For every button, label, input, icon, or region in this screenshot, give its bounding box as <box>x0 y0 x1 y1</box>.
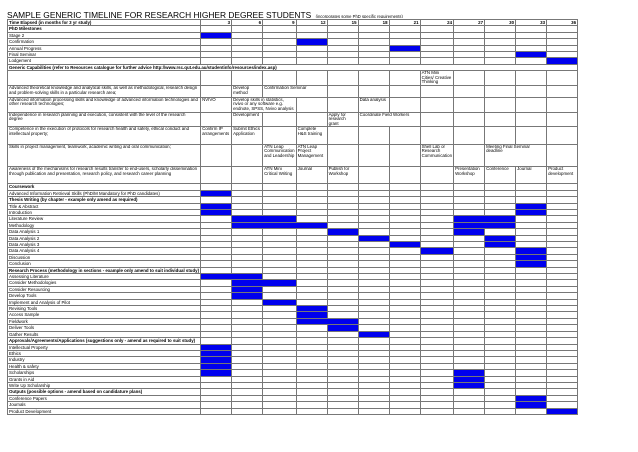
empty-cell <box>358 86 389 98</box>
empty-cell <box>516 86 547 98</box>
section-heading: Coursework <box>8 184 201 190</box>
month-header-3: 3 <box>201 20 232 26</box>
task-label: Competence in the execution of protocols for research health and safety, ethical conduct and intellectual property; <box>8 127 201 144</box>
empty-cell <box>296 71 327 86</box>
empty-cell <box>516 127 547 144</box>
task-label: Independence in research planning and execution, consistent with the level of the research degree <box>8 112 201 127</box>
empty-cell <box>201 408 232 414</box>
activity-note: Apply for research grant <box>327 112 358 127</box>
empty-cell <box>547 112 578 127</box>
empty-cell <box>327 86 358 98</box>
empty-cell <box>327 408 358 414</box>
empty-cell <box>454 97 485 112</box>
task-label: Deliver Tools <box>8 325 201 331</box>
empty-cell <box>454 112 485 127</box>
empty-cell <box>232 71 263 86</box>
sheet-subtitle: (incorporates some PhD specific requirements) <box>315 14 403 18</box>
task-label: Implement and Analysis of Pilot <box>8 299 201 305</box>
month-header-33: 33 <box>516 20 547 26</box>
task-label: Data Analysis 2 <box>8 235 201 241</box>
empty-cell <box>547 127 578 144</box>
empty-cell <box>454 86 485 98</box>
empty-cell <box>389 408 420 414</box>
empty-cell <box>263 112 297 127</box>
month-header-9: 9 <box>263 20 297 26</box>
activity-note: Product development <box>547 167 578 184</box>
task-label: Literature Review <box>8 216 201 222</box>
task-row <box>8 86 578 98</box>
empty-cell <box>389 86 420 98</box>
task-label: Stage 2 <box>8 32 201 38</box>
task-row <box>8 167 578 184</box>
empty-cell <box>296 97 327 112</box>
task-label: Conference Papers <box>8 395 201 401</box>
empty-cell <box>420 112 454 127</box>
empty-cell <box>516 408 547 414</box>
activity-note: Develop skills in statistics, nvivo or any software e.g. endnote, SPSS, Nvivo analysis <box>232 97 297 112</box>
activity-note: Shell Lab or Research Communication <box>420 144 454 167</box>
empty-cell <box>547 144 578 167</box>
task-row <box>8 408 578 414</box>
empty-cell <box>516 71 547 86</box>
task-label: Annual Progress <box>8 45 201 51</box>
empty-cell <box>327 127 358 144</box>
task-label: Introduction <box>8 209 201 215</box>
activity-note: Develop method <box>232 86 263 98</box>
empty-cell <box>296 112 327 127</box>
task-row <box>8 97 578 112</box>
task-label: Develop Tools <box>8 293 201 299</box>
task-label: Confirmation <box>8 39 201 45</box>
timeline-grid <box>7 19 578 415</box>
empty-cell <box>516 97 547 112</box>
empty-cell <box>420 408 454 414</box>
empty-cell <box>263 71 297 86</box>
empty-cell <box>327 144 358 167</box>
activity-note: Publish for Workshop <box>327 167 358 184</box>
sheet-title-bar <box>7 5 637 18</box>
month-header-36: 36 <box>547 20 578 26</box>
sheet-title: SAMPLE GENERIC TIMELINE FOR RESEARCH HIGHER DEGREE STUDENTS <box>7 10 312 18</box>
empty-cell <box>547 71 578 86</box>
empty-cell <box>389 144 420 167</box>
activity-note: Development <box>232 112 263 127</box>
month-header-21: 21 <box>389 20 420 26</box>
activity-note: ATN Leap Project Management <box>296 144 327 167</box>
activity-note: Journal <box>296 167 327 184</box>
empty-cell <box>389 97 420 112</box>
task-label: Consider Resourcing <box>8 286 201 292</box>
task-label: Advanced theoretical knowledge and analytical skills, as well as methodological, research design and problem-solving skills in a particular research area; <box>8 86 201 98</box>
empty-cell <box>327 71 358 86</box>
empty-cell <box>485 127 516 144</box>
activity-note: NVIVO <box>201 97 232 112</box>
task-label: Fieldwork <box>8 318 201 324</box>
empty-cell <box>263 127 297 144</box>
empty-cell <box>389 167 420 184</box>
task-label <box>8 71 201 86</box>
task-label: Discussion <box>8 254 201 260</box>
section-heading: PhD Milestones <box>8 26 201 32</box>
empty-cell <box>232 167 263 184</box>
task-label: Product Development <box>8 408 201 414</box>
section-heading: Research Process (methodology in sections - example only amend to suit individual study) <box>9 267 200 273</box>
empty-cell <box>358 408 389 414</box>
empty-cell <box>516 112 547 127</box>
empty-cell <box>358 144 389 167</box>
empty-cell <box>263 408 297 414</box>
empty-cell <box>358 127 389 144</box>
month-header-15: 15 <box>327 20 358 26</box>
task-label: Ethics <box>8 350 201 356</box>
empty-cell <box>454 408 485 414</box>
task-row <box>8 112 578 127</box>
empty-cell <box>547 86 578 98</box>
empty-cell <box>485 86 516 98</box>
task-label: Journals <box>8 402 201 408</box>
empty-cell <box>201 144 232 167</box>
empty-cell <box>201 112 232 127</box>
activity-note: ATN Leap Communication and Leadership <box>263 144 297 167</box>
section-heading: Generic Capabilities (refer to Resources catalogue for further advice http://www.rsc.qut.edu.au/studentinfo/resources/index.asp) <box>8 64 578 70</box>
task-label: Intellectual Property <box>8 344 201 350</box>
empty-cell <box>485 112 516 127</box>
task-label: Gather Results <box>8 331 201 337</box>
section-heading: Outputs (possible options - amend based on candidature plans) <box>8 389 201 395</box>
task-label: Conclusion <box>8 261 201 267</box>
empty-cell <box>485 71 516 86</box>
timeline-bar <box>547 408 578 414</box>
task-label: Skills in project management, teamwork, academic writing and oral communication; <box>8 144 201 167</box>
month-header-18: 18 <box>358 20 389 26</box>
empty-cell <box>454 144 485 167</box>
activity-note: ATN Mini Critical Writing <box>263 167 297 184</box>
activity-note: Confirm IP arrangements <box>201 127 232 144</box>
task-label: Awareness of the mechanisms for research results transfer to end-users, scholarly dissemination through publication and presentation, research policy, and research career planning <box>8 167 201 184</box>
empty-cell <box>420 127 454 144</box>
month-header-30: 30 <box>485 20 516 26</box>
section-heading: Thesis Writing (by chapter - example only amend as required) <box>8 197 201 203</box>
month-header-6: 6 <box>232 20 263 26</box>
task-label: Write Up Scholarship <box>8 382 201 388</box>
activity-note: Submit Ethics Application <box>232 127 263 144</box>
task-label: Advanced information processing skills and knowledge of advanced information technologies and other research technologies; <box>8 97 201 112</box>
month-header-27: 27 <box>454 20 485 26</box>
activity-note: ATN Mini Cities/ Creative Thinking <box>420 71 454 86</box>
empty-cell <box>547 97 578 112</box>
empty-cell <box>201 71 232 86</box>
empty-cell <box>327 97 358 112</box>
activity-note: Data analysis <box>358 97 389 112</box>
empty-cell <box>485 97 516 112</box>
task-label: Title & Abstract <box>8 203 201 209</box>
task-label: Data Analysis 4 <box>8 248 201 254</box>
empty-cell <box>454 127 485 144</box>
activity-note: Journal <box>516 167 547 184</box>
activity-note: Conference <box>485 167 516 184</box>
task-label: Advanced Information Retrieval Skills (PhD/M Mandatory for PhD candidates) <box>8 190 201 196</box>
empty-cell <box>201 167 232 184</box>
empty-cell <box>420 167 454 184</box>
time-elapsed-label: Time Elapsed (in months for 3 yr study) <box>8 20 201 26</box>
task-row <box>8 144 578 167</box>
empty-cell <box>358 71 389 86</box>
month-header-12: 12 <box>296 20 327 26</box>
activity-note: Coordinate Field Workers <box>358 112 420 127</box>
activity-note: Complete H&S training <box>296 127 327 144</box>
task-label: Assessing Literature <box>8 274 201 280</box>
empty-cell <box>420 97 454 112</box>
empty-cell <box>201 86 232 98</box>
task-row <box>8 127 578 144</box>
task-label: Access Sample <box>8 312 201 318</box>
task-label: Health & safety <box>8 363 201 369</box>
activity-note: Confirmation Seminar <box>263 86 328 98</box>
empty-cell <box>296 408 327 414</box>
empty-cell <box>232 408 263 414</box>
empty-cell <box>389 127 420 144</box>
task-label: Lodgement <box>8 58 201 64</box>
task-label: Data Analysis 3 <box>8 242 201 248</box>
activity-note: Meeting Final Seminar deadline <box>485 144 547 167</box>
task-label: Industry <box>8 357 201 363</box>
empty-cell <box>232 144 263 167</box>
task-label: Grants in Aid <box>8 376 201 382</box>
task-label: Revising Tools <box>8 306 201 312</box>
task-label: Consider Methodologies <box>8 280 201 286</box>
empty-cell <box>485 408 516 414</box>
task-row <box>8 71 578 86</box>
task-label: Data Analysis 1 <box>8 229 201 235</box>
empty-cell <box>358 167 389 184</box>
task-label: Scholarships <box>8 370 201 376</box>
task-label: Final Seminar <box>8 52 201 58</box>
activity-note: Presentation Workshop <box>454 167 485 184</box>
empty-cell <box>420 86 454 98</box>
empty-cell <box>389 71 420 86</box>
empty-cell <box>454 71 485 86</box>
month-header-24: 24 <box>420 20 454 26</box>
task-label: Methodology <box>8 222 201 228</box>
section-heading: Approvals/Agreements/Applications (suggestions only - amend as required to suit study) <box>8 338 201 344</box>
